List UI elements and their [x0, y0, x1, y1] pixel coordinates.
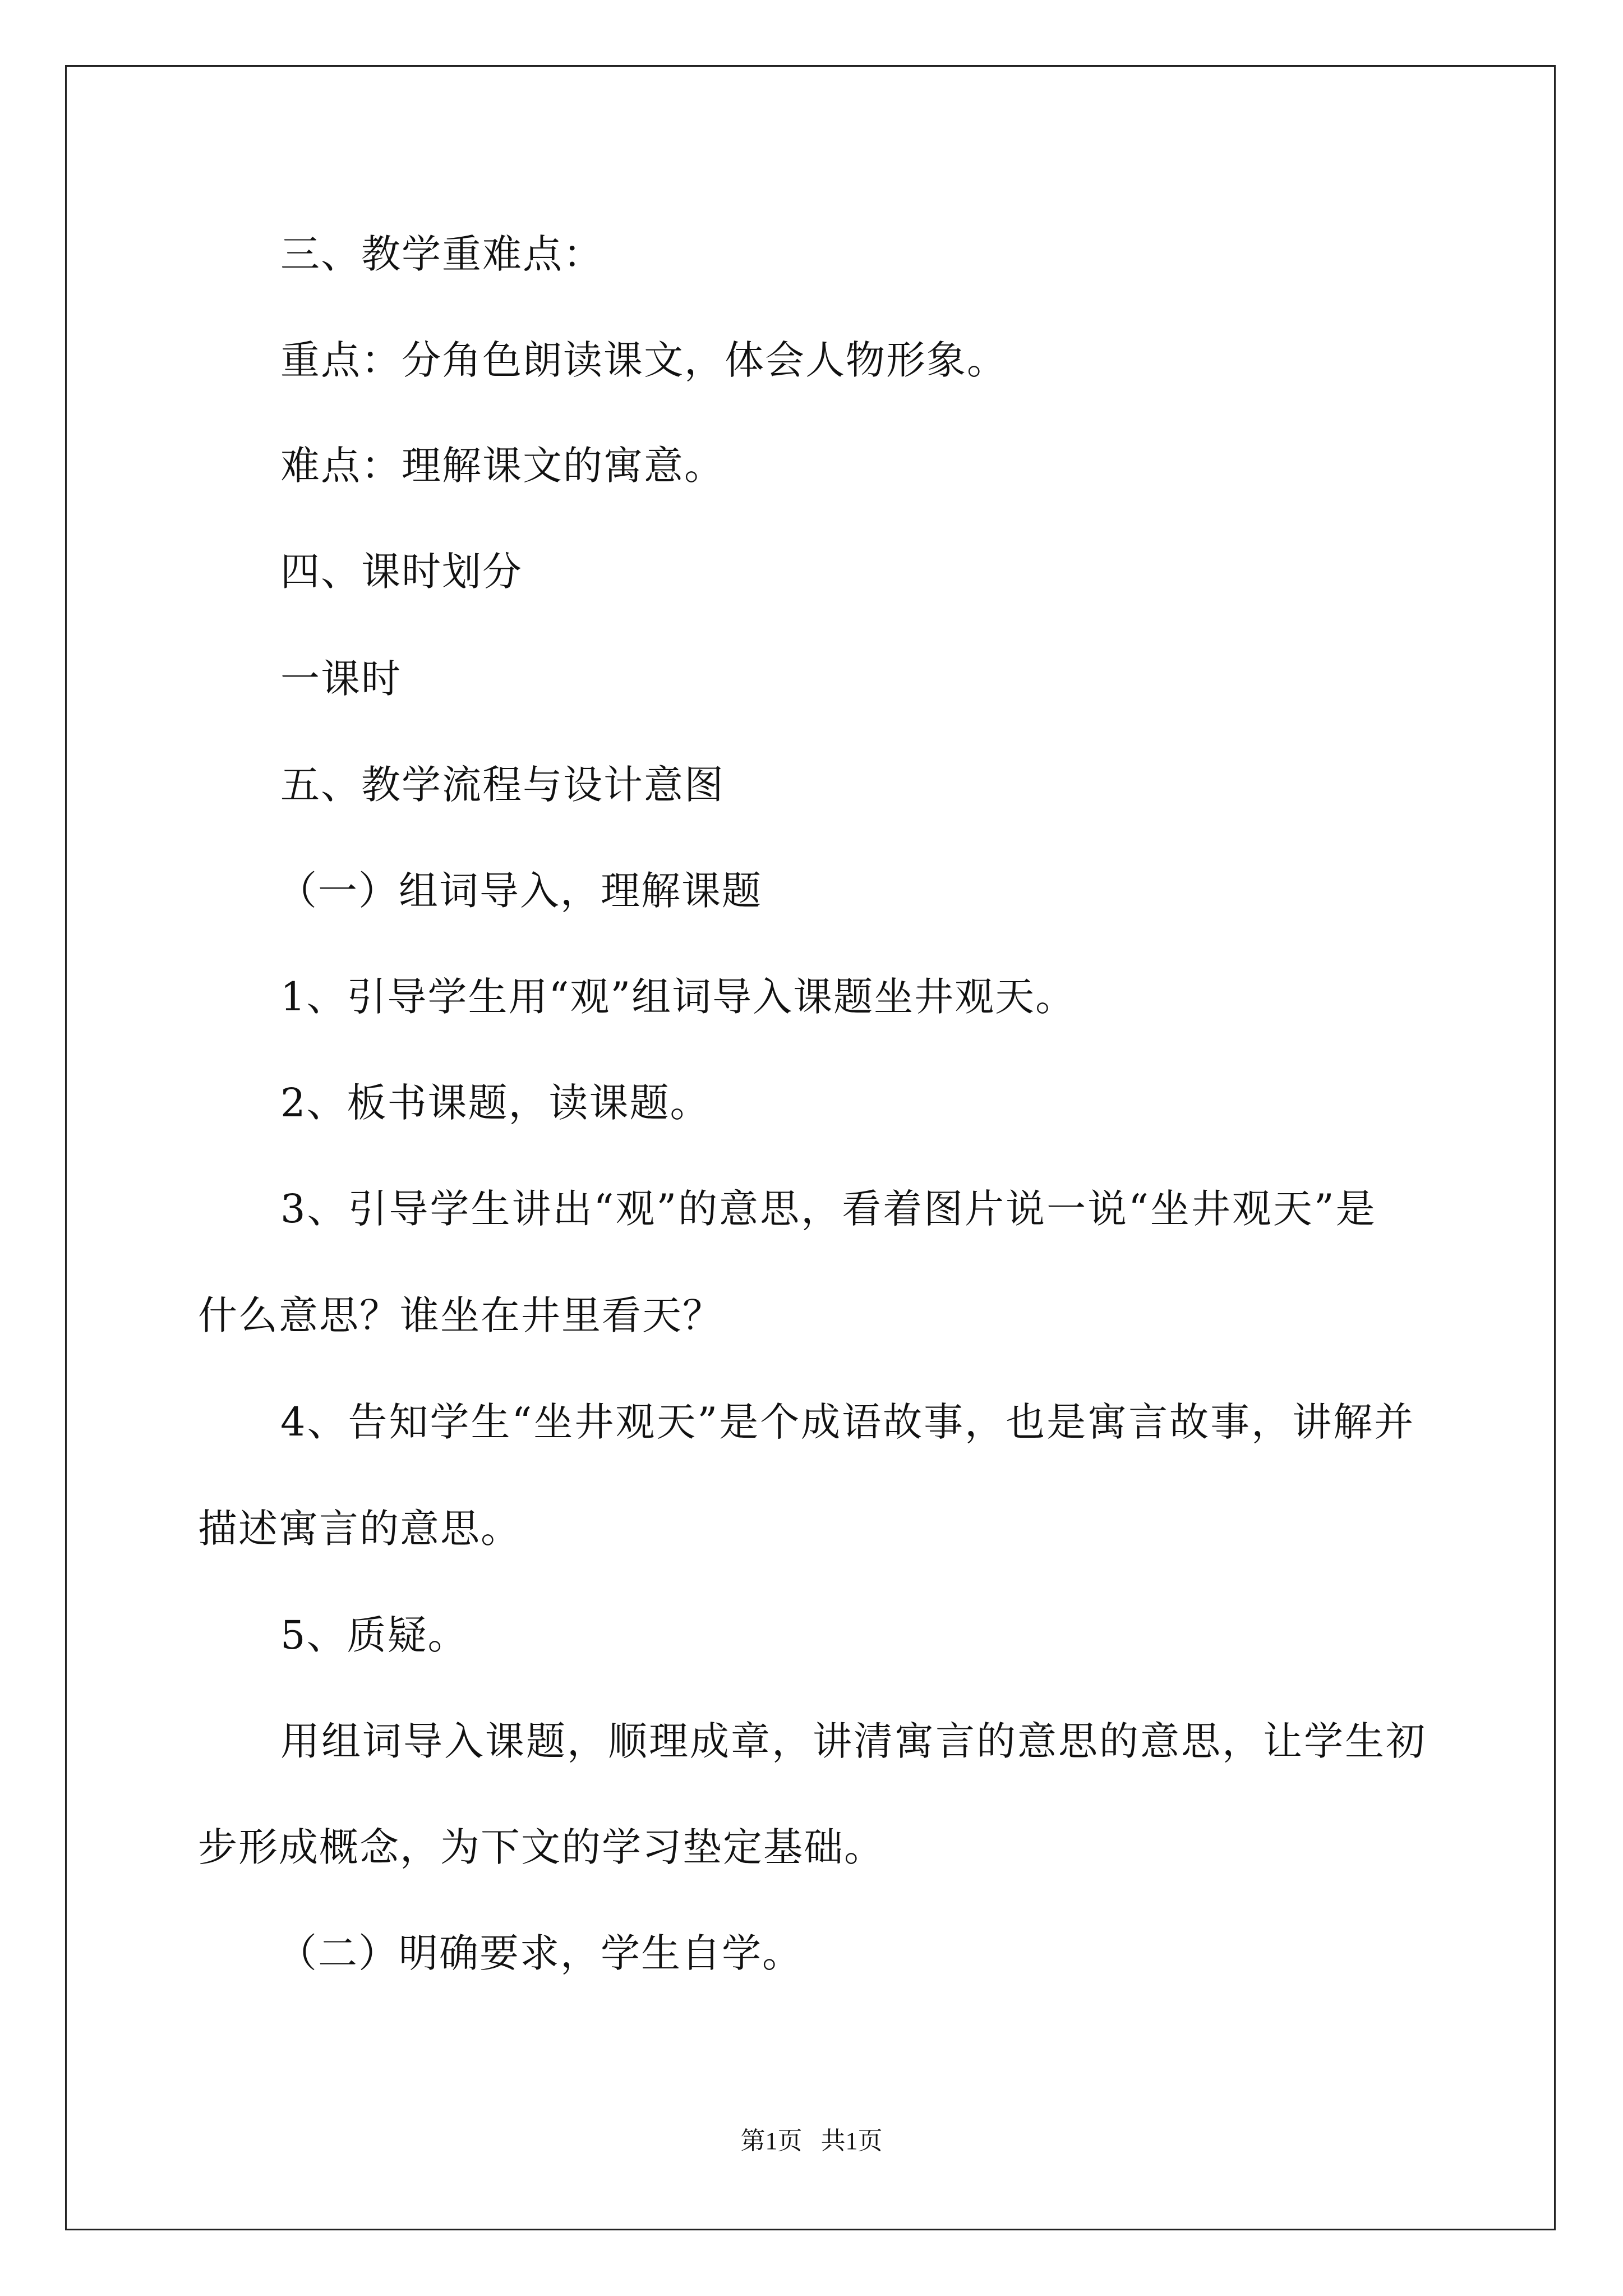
section-heading-difficulties: 三、教学重难点： — [280, 231, 603, 277]
paragraph-key-point: 重点：分角色朗读课文，体会人物形象。 — [280, 337, 1007, 383]
list-item-5: 5、质疑。 — [280, 1612, 468, 1658]
paragraph-one-lesson: 一课时 — [280, 656, 402, 702]
subheading-intro: （一）组词导入，理解课题 — [278, 868, 762, 914]
list-item-2: 2、板书课题，读课题。 — [280, 1080, 711, 1126]
subheading-self-study: （二）明确要求，学生自学。 — [278, 1930, 803, 1976]
list-item-3-continued: 什么意思？谁坐在井里看天？ — [198, 1292, 723, 1338]
list-item-4: 4、告知学生“坐井观天”是个成语故事，也是寓言故事，讲解并 — [280, 1399, 1415, 1445]
paragraph-difficult-point: 难点：理解课文的寓意。 — [280, 443, 725, 489]
section-heading-process: 五、教学流程与设计意图 — [280, 762, 725, 808]
page-border — [65, 65, 1556, 2230]
page-footer: 第1页 共1页 — [740, 2127, 883, 2155]
list-item-1: 1、引导学生用“观”组词导入课题坐井观天。 — [280, 974, 1076, 1020]
design-intent-paragraph: 用组词导入课题，顺理成章，讲清寓言的意思的意思，让学生初 — [280, 1718, 1427, 1764]
section-heading-schedule: 四、课时划分 — [280, 549, 523, 595]
design-intent-continued: 步形成概念，为下文的学习垫定基础。 — [198, 1824, 884, 1870]
list-item-4-continued: 描述寓言的意思。 — [198, 1506, 521, 1552]
list-item-3: 3、引导学生讲出“观”的意思，看着图片说一说“坐井观天”是 — [280, 1186, 1377, 1232]
